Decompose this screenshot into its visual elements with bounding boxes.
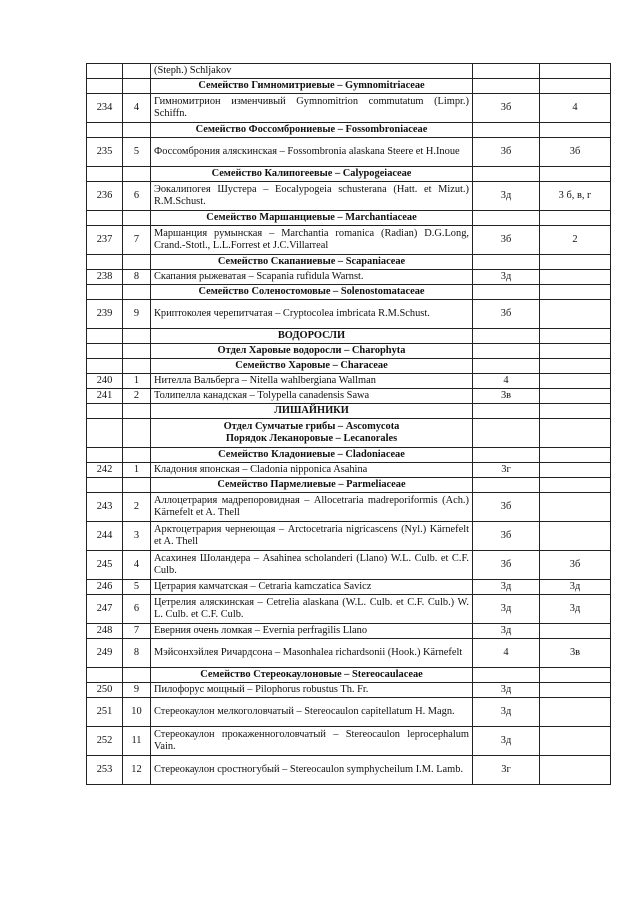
species-name: Скапания рыжеватая – Scapania rufidula Warnst. [151,270,473,285]
category-2: 4 [540,94,611,123]
empty-cell [540,211,611,226]
table-row [87,493,611,522]
empty-cell [123,211,151,226]
category-2: 3б [540,138,611,167]
section-header-row [87,419,611,448]
empty-cell [123,167,151,182]
species-name: Пилофорус мощный – Pilophorus robustus Th. Fr. [151,683,473,698]
section-heading [151,419,473,448]
empty-cell [473,285,540,300]
species-table-body [87,64,611,785]
row-number: 251 [87,698,123,727]
section-header-row [87,255,611,270]
category-2 [540,727,611,756]
section-heading: Семейство Стереокаулоновые – Stereocaulaceae [151,668,473,683]
empty-cell [87,344,123,359]
empty-cell [473,448,540,463]
empty-cell [473,329,540,344]
empty-cell [123,448,151,463]
table-row [87,389,611,404]
row-number: 238 [87,270,123,285]
empty-cell [473,404,540,419]
section-header-row [87,448,611,463]
row-subnumber: 8 [123,639,151,668]
row-number: 241 [87,389,123,404]
section-heading: Семейство Калипогеевые – Calypogeiaceae [151,167,473,182]
species-name: Толипелла канадская – Tolypella canadensis Sawa [151,389,473,404]
row-subnumber: 5 [123,580,151,595]
category-2: 3в [540,639,611,668]
empty-cell [540,167,611,182]
empty-cell [540,668,611,683]
category-2: 3 б, в, г [540,182,611,211]
empty-cell [473,344,540,359]
section-header-row [87,329,611,344]
section-header-row [87,478,611,493]
table-row [87,639,611,668]
row-number: 243 [87,493,123,522]
table-row [87,94,611,123]
category-1: 3б [473,138,540,167]
empty-cell [473,79,540,94]
category-2 [540,493,611,522]
category-2 [540,374,611,389]
table-row [87,270,611,285]
section-header-row [87,79,611,94]
empty-cell [87,255,123,270]
empty-cell [540,478,611,493]
row-number: 249 [87,639,123,668]
species-name: Аллоцетрария мадрепоровидная – Allocetraria madreporiformis (Ach.) Kärnefelt et A. Thell [151,493,473,522]
empty-cell [473,419,540,448]
species-table [86,63,611,785]
category-2 [540,756,611,785]
row-subnumber: 12 [123,756,151,785]
empty-cell [473,211,540,226]
row-subnumber: 10 [123,698,151,727]
empty-cell [123,478,151,493]
section-heading-line: Порядок Леканоровые – Lecanorales [225,433,398,444]
category-1: 3г [473,463,540,478]
category-1: 3д [473,595,540,624]
table-row [87,138,611,167]
category-2: 3б [540,551,611,580]
category-2 [540,300,611,329]
row-subnumber: 7 [123,624,151,639]
category-2 [540,463,611,478]
empty-cell [123,285,151,300]
row-subnumber: 9 [123,300,151,329]
empty-cell [87,478,123,493]
row-number: 250 [87,683,123,698]
row-subnumber: 6 [123,182,151,211]
species-name: Арктоцетрария чернеющая – Arctocetraria nigricascens (Nyl.) Kärnefelt et A. Thell [151,522,473,551]
category-2 [540,389,611,404]
empty-cell [473,167,540,182]
table-row [87,683,611,698]
row-number: 235 [87,138,123,167]
row-number: 245 [87,551,123,580]
row-number: 236 [87,182,123,211]
category-1: 3б [473,522,540,551]
empty-cell [540,359,611,374]
empty-cell [87,329,123,344]
row-number: 252 [87,727,123,756]
empty-cell [87,79,123,94]
species-name: Стереокаулон сростногубый – Stereocaulon symphycheilum I.M. Lamb. [151,756,473,785]
category-1: 4 [473,374,540,389]
species-name: Еверния очень ломкая – Evernia perfragilis Llano [151,624,473,639]
empty-cell [123,404,151,419]
table-row [87,522,611,551]
section-header-row [87,404,611,419]
category-1: 4 [473,639,540,668]
section-heading: Отдел Харовые водоросли – Charophyta [151,344,473,359]
row-number: 239 [87,300,123,329]
row-subnumber: 2 [123,389,151,404]
empty-cell [540,285,611,300]
category-1: 3д [473,580,540,595]
section-header-row [87,167,611,182]
category-2 [540,624,611,639]
empty-cell [540,123,611,138]
category-1: 3г [473,756,540,785]
row-number: 234 [87,94,123,123]
row-number: 247 [87,595,123,624]
empty-cell [87,668,123,683]
category-1: 3б [473,551,540,580]
empty-cell [540,419,611,448]
species-name: (Steph.) Schljakov [151,64,473,79]
section-header-row [87,123,611,138]
category-1: 3б [473,493,540,522]
category-1 [473,64,540,79]
species-name: Фоссомброния аляскинская – Fossombronia alaskana Steere et H.Inoue [151,138,473,167]
section-heading: Семейство Кладониевые – Cladoniaceae [151,448,473,463]
row-subnumber: 9 [123,683,151,698]
section-heading: Семейство Соленостомовые – Solenostomataceae [151,285,473,300]
row-subnumber: 8 [123,270,151,285]
row-number: 242 [87,463,123,478]
category-1: 3б [473,300,540,329]
category-1: 3д [473,698,540,727]
empty-cell [473,668,540,683]
table-row [87,226,611,255]
empty-cell [87,448,123,463]
section-header-row [87,668,611,683]
empty-cell [123,123,151,138]
table-row [87,727,611,756]
section-header-row [87,285,611,300]
empty-cell [87,419,123,448]
row-subnumber: 7 [123,226,151,255]
empty-cell [473,359,540,374]
section-heading: Семейство Фоссомброниевые – Fossombroniaceae [151,123,473,138]
empty-cell [123,359,151,374]
empty-cell [123,255,151,270]
species-name: Цетрария камчатская – Cetraria kamczatica Savicz [151,580,473,595]
category-1: 3д [473,683,540,698]
species-name: Маршанция румынская – Marchantia romanica (Radian) D.G.Long, Crand.-Stotl., L.L.Forrest et J.C.Villarreal [151,226,473,255]
empty-cell [87,359,123,374]
row-number: 237 [87,226,123,255]
empty-cell [540,344,611,359]
category-2 [540,698,611,727]
section-heading-line: Отдел Сумчатые грибы – Ascomycota [223,420,400,432]
category-2: 2 [540,226,611,255]
category-1: 3д [473,624,540,639]
section-header-row [87,211,611,226]
table-row [87,300,611,329]
row-number: 244 [87,522,123,551]
section-heading: Семейство Скапаниевые – Scapaniaceae [151,255,473,270]
table-row [87,463,611,478]
table-row [87,374,611,389]
empty-cell [473,255,540,270]
empty-cell [540,79,611,94]
species-name: Криптоколея черепитчатая – Cryptocolea imbricata R.M.Schust. [151,300,473,329]
empty-cell [473,478,540,493]
empty-cell [87,167,123,182]
category-1: 3д [473,727,540,756]
row-subnumber: 11 [123,727,151,756]
species-name: Эокалипогея Шустера – Eocalypogeia schusterana (Hatt. et Mizut.) R.M.Schust. [151,182,473,211]
empty-cell [540,255,611,270]
row-number: 246 [87,580,123,595]
category-2 [540,683,611,698]
row-number [87,64,123,79]
category-1: 3б [473,94,540,123]
category-1: 3д [473,270,540,285]
empty-cell [540,448,611,463]
empty-cell [473,123,540,138]
section-heading: ВОДОРОСЛИ [151,329,473,344]
section-heading: Семейство Харовые – Characeae [151,359,473,374]
row-subnumber: 4 [123,94,151,123]
table-row [87,580,611,595]
section-header-row [87,344,611,359]
empty-cell [87,404,123,419]
species-name: Нителла Вальберга – Nitella wahlbergiana Wallman [151,374,473,389]
species-name: Асахинея Шоландера – Asahinea scholanderi (Llano) W.L. Culb. et C.F. Culb. [151,551,473,580]
empty-cell [87,123,123,138]
category-2: 3д [540,595,611,624]
empty-cell [123,344,151,359]
species-name: Мэйсонхэйлея Ричардсона – Masonhalea richardsonii (Hook.) Kärnefelt [151,639,473,668]
row-number: 248 [87,624,123,639]
table-row [87,64,611,79]
row-subnumber: 4 [123,551,151,580]
table-row [87,756,611,785]
empty-cell [540,329,611,344]
category-2 [540,270,611,285]
category-2: 3д [540,580,611,595]
category-1: 3б [473,226,540,255]
section-heading: Семейство Гимномитриевые – Gymnomitriaceae [151,79,473,94]
empty-cell [123,668,151,683]
category-2 [540,64,611,79]
row-subnumber: 6 [123,595,151,624]
category-1: 3в [473,389,540,404]
category-2 [540,522,611,551]
species-name: Гимномитрион изменчивый Gymnomitrion commutatum (Limpr.) Schiffn. [151,94,473,123]
species-name: Цетрелия аляскинская – Cetrelia alaskana (W.L. Culb. et C.F. Culb.) W. L. Culb. et C.F. Culb. [151,595,473,624]
category-1: 3д [473,182,540,211]
section-heading: Семейство Маршанциевые – Marchantiaceae [151,211,473,226]
empty-cell [123,79,151,94]
species-name: Стереокаулон мелкоголовчатый – Stereocaulon capitellatum H. Magn. [151,698,473,727]
row-subnumber: 1 [123,463,151,478]
table-row [87,551,611,580]
table-row [87,182,611,211]
row-subnumber: 3 [123,522,151,551]
empty-cell [87,285,123,300]
empty-cell [540,404,611,419]
empty-cell [87,211,123,226]
table-row [87,698,611,727]
row-subnumber: 5 [123,138,151,167]
species-name: Стереокаулон прокаженноголовчатый – Stereocaulon leprocephalum Vain. [151,727,473,756]
row-number: 253 [87,756,123,785]
section-heading: Семейство Пармелиевые – Parmeliaceae [151,478,473,493]
section-header-row [87,359,611,374]
row-subnumber: 1 [123,374,151,389]
table-row [87,595,611,624]
row-subnumber: 2 [123,493,151,522]
row-subnumber [123,64,151,79]
species-name: Кладония японская – Cladonia nipponica Asahina [151,463,473,478]
row-number: 240 [87,374,123,389]
empty-cell [123,329,151,344]
section-heading: ЛИШАЙНИКИ [151,404,473,419]
empty-cell [123,419,151,448]
table-row [87,624,611,639]
